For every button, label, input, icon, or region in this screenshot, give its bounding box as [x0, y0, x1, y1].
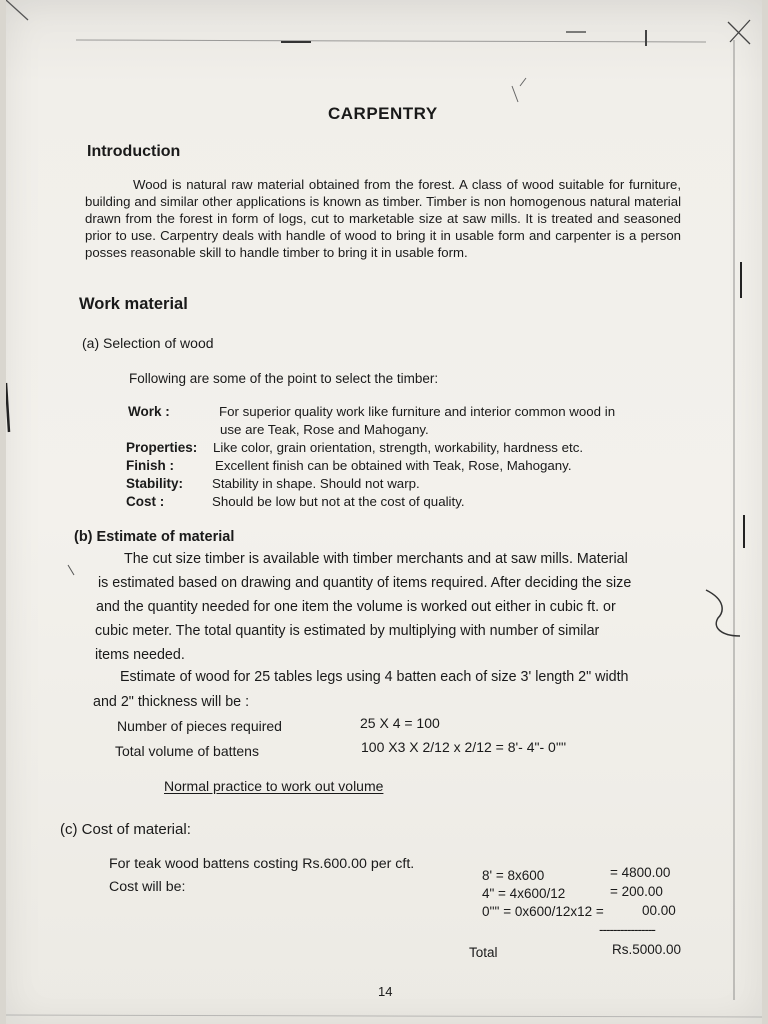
estimate-line-2: is estimated based on drawing and quantity of items required. After deciding the size: [98, 575, 632, 591]
calc-value-pieces: 25 X 4 = 100: [360, 715, 440, 731]
cost-line-2: Cost will be:: [109, 879, 186, 895]
estimate-line-6: Estimate of wood for 25 tables legs using 4 batten each of size 3' length 2" width: [120, 669, 629, 685]
selection-intro: Following are some of the point to select the timber:: [129, 371, 439, 386]
selection-heading: (a) Selection of wood: [82, 335, 214, 351]
cost-row-3-right: 00.00: [642, 903, 676, 918]
point-term-work: Work :: [128, 404, 170, 419]
point-term-stability: Stability:: [126, 476, 184, 491]
document-page: [6, 0, 762, 1024]
estimate-line-1: The cut size timber is available with timber merchants and at saw mills. Material: [124, 551, 628, 567]
calc-label-pieces: Number of pieces required: [117, 718, 282, 734]
cost-total-value: Rs.5000.00: [612, 942, 682, 957]
estimate-line-5: items needed.: [95, 647, 185, 663]
cost-row-1-left: 8' = 8x600: [482, 868, 545, 883]
cost-heading: (c) Cost of material:: [60, 821, 191, 838]
page-number: 14: [378, 984, 393, 999]
introduction-heading: Introduction: [87, 143, 181, 160]
estimate-line-7: and 2" thickness will be :: [93, 694, 250, 710]
cost-line-1: For teak wood battens costing Rs.600.00 per cft.: [109, 856, 415, 872]
point-def-work-line1: For superior quality work like furniture and interior common wood in: [219, 404, 616, 419]
point-term-finish: Finish :: [126, 458, 174, 473]
point-def-properties: Like color, grain orientation, strength, workability, hardness etc.: [213, 440, 584, 455]
work-material-heading: Work material: [79, 295, 188, 313]
estimate-line-4: cubic meter. The total quantity is estimated by multiplying with number of similar: [95, 623, 600, 639]
introduction-paragraph: [85, 176, 681, 261]
cost-row-2-left: 4" = 4x600/12: [482, 886, 566, 901]
point-def-stability: Stability in shape. Should not warp.: [212, 476, 420, 491]
estimate-line-3: and the quantity needed for one item the volume is worked out either in cubic ft. or: [96, 599, 616, 615]
point-term-cost: Cost :: [126, 494, 165, 509]
cost-row-2-right: = 200.00: [610, 884, 663, 899]
cost-row-1-right: = 4800.00: [610, 865, 671, 880]
point-def-cost: Should be low but not at the cost of quality.: [212, 494, 465, 509]
point-def-finish: Excellent finish can be obtained with Teak, Rose, Mahogany.: [215, 458, 572, 473]
cost-total-label: Total: [469, 945, 498, 960]
calc-value-volume: 100 X3 X 2/12 x 2/12 = 8'- 4"- 0'"': [361, 739, 567, 755]
point-def-work-line2: use are Teak, Rose and Mahogany.: [220, 422, 429, 437]
normal-practice-note: Normal practice to work out volume: [164, 778, 384, 794]
calc-label-volume: Total volume of battens: [115, 743, 259, 759]
estimate-heading: (b) Estimate of material: [74, 529, 235, 545]
page-title: CARPENTRY: [328, 104, 438, 123]
cost-total-rule: ----------------: [599, 922, 655, 937]
point-term-properties: Properties:: [126, 440, 198, 455]
introduction-text: Wood is natural raw material obtained from the forest. A class of wood suitable for furniture, building and similar other applications is known as timber. Timber is non homogenous natural material drawn from the forest in form of logs, cut to marketable size at saw mills. It is treated and seasoned prior to use. Carpentry deals with handle of wood to bring it in usable form and carpenter is a person posses reasonable skill to handle timber to bring it in usable form.: [85, 177, 681, 260]
cost-row-3-left: 0'"' = 0x600/12x12 =: [482, 904, 604, 919]
